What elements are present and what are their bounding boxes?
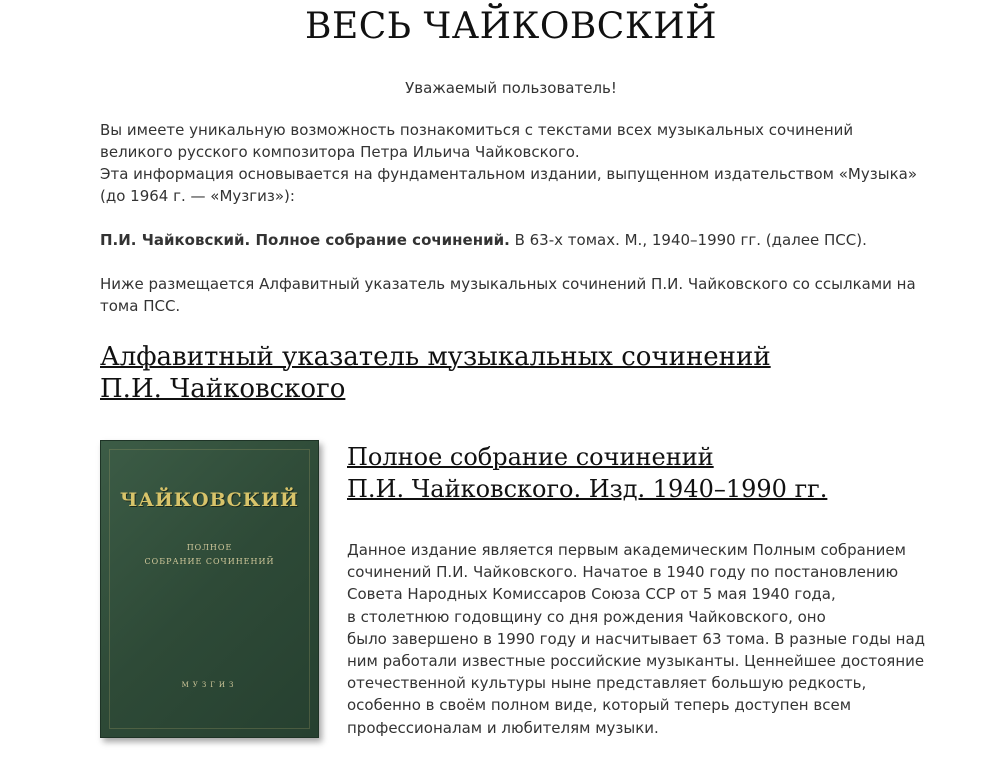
book-description-line: Данное издание является первым академическим Полным собранием bbox=[347, 541, 906, 559]
book-cover-image[interactable] bbox=[100, 440, 319, 738]
intro-paragraph bbox=[100, 119, 940, 207]
book-description-line: сочинений П.И. Чайковского. Начатое в 1940 году по постановлению bbox=[347, 563, 899, 582]
index-intro-line: Ниже размещается Алфавитный указатель музыкальных сочинений П.И. Чайковского со ссылками на bbox=[100, 275, 916, 293]
intro-line: (до 1964 г. — «Музгиз»): bbox=[100, 187, 295, 205]
book-description-line: было завершено в 1990 году и насчитывает 63 тома. В разные годы над bbox=[347, 629, 926, 648]
book-description-line: профессионалам и любителям музыки. bbox=[347, 718, 659, 737]
book-heading bbox=[347, 441, 967, 505]
index-heading-line: Алфавитный указатель музыкальных сочинений bbox=[100, 342, 771, 372]
book-description bbox=[347, 539, 947, 739]
index-intro-paragraph bbox=[100, 273, 940, 317]
book-cover-subtitle bbox=[101, 541, 318, 569]
book-cover-title: ЧАЙКОВСКИЙ bbox=[120, 489, 299, 511]
index-heading-link[interactable] bbox=[100, 342, 771, 404]
edition-title: П.И. Чайковский. Полное собрание сочинений. bbox=[100, 231, 510, 249]
book-description-line: Совета Народных Комиссаров Союза ССР от 5 мая 1940 года, bbox=[347, 585, 836, 604]
book-cover-publisher: МУЗГИЗ bbox=[181, 681, 238, 689]
book-description-line: особенно в своём полном виде, который теперь доступен всем bbox=[347, 696, 852, 715]
index-heading-line: П.И. Чайковского bbox=[100, 374, 346, 404]
book-description-line: в столетнюю годовщину со дня рождения Чайковского, оно bbox=[347, 607, 826, 626]
book-heading-line: Полное собрание сочинений bbox=[347, 443, 714, 471]
index-intro-line: тома ПСС. bbox=[100, 297, 181, 315]
intro-line: великого русского композитора Петра Ильича Чайковского. bbox=[100, 143, 580, 161]
edition-details: В 63-х томах. М., 1940–1990 гг. (далее ПСС). bbox=[509, 231, 867, 249]
book-cover-subtitle-line: СОБРАНИЕ СОЧИНЕНИЙ bbox=[144, 557, 275, 566]
book-description-line: ним работали известные российские музыканты. Ценнейшее достояние bbox=[347, 652, 925, 671]
edition-paragraph bbox=[100, 229, 940, 251]
greeting: Уважаемый пользователь! bbox=[405, 79, 617, 97]
book-heading-link[interactable] bbox=[347, 443, 827, 503]
site-title: ВЕСЬ ЧАЙКОВСКИЙ bbox=[305, 6, 717, 47]
book-description-line: отечественной культуры ныне представляет большую редкость, bbox=[347, 674, 867, 693]
intro-line: Эта информация основывается на фундаментальном издании, выпущенном издательством «Музыка» bbox=[100, 165, 917, 183]
book-heading-line: П.И. Чайковского. Изд. 1940–1990 гг. bbox=[347, 475, 828, 503]
index-heading bbox=[100, 341, 960, 405]
intro-line: Вы имеете уникальную возможность познакомиться с текстами всех музыкальных сочинений bbox=[100, 121, 854, 139]
book-cover-subtitle-line: ПОЛНОЕ bbox=[186, 543, 233, 552]
